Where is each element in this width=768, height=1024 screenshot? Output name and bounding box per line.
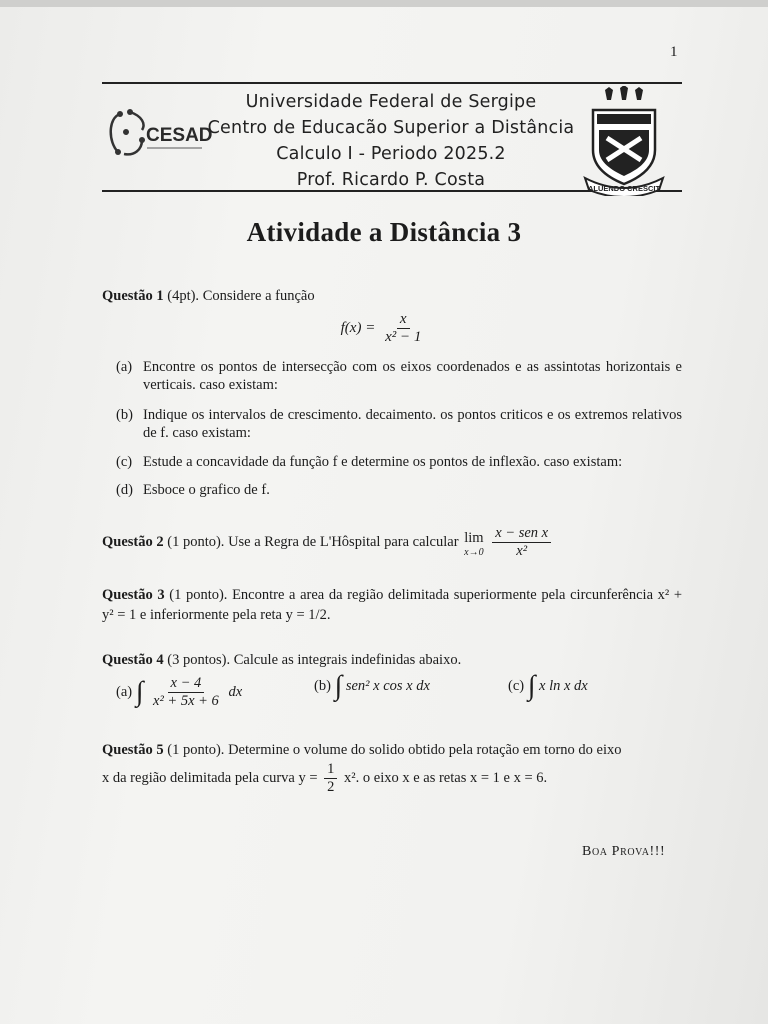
item-text: Encontre os pontos de intersecção com os eixos coordenados e as assintotas horizontais e verticais. caso existam: [143, 359, 682, 393]
limit-operator: lim [464, 529, 484, 546]
question-3 [102, 585, 682, 625]
question-5-label: Questão 5 [102, 742, 164, 758]
integral-sign: ∫ [527, 670, 536, 702]
page-number: 1 [670, 44, 678, 60]
question-1-item-a [116, 358, 682, 394]
item-text: Esboce o grafico de f. [143, 482, 270, 498]
question-1-points: (4pt). [167, 288, 200, 304]
question-5-points: (1 ponto). [167, 742, 225, 758]
question-5 [102, 740, 682, 760]
question-4-points: (3 pontos). [167, 652, 231, 668]
question-3-text: Encontre a area da região delimitada superiormente pela circunferência x² + y² = 1 e inferiormente pela reta y = 1/2. [102, 587, 683, 623]
question-1-item-b [116, 406, 682, 442]
question-1-heading [102, 286, 315, 306]
cesad-logo [106, 108, 216, 160]
function-definition [0, 312, 768, 345]
limit-numerator: x − sen x [492, 526, 551, 543]
university-name: Universidade Federal de Sergipe [245, 92, 537, 112]
integral-c-label: (c) [508, 678, 525, 694]
integral-sign: ∫ [135, 676, 144, 708]
question-1-item-c [116, 453, 682, 471]
professor-name: Prof. Ricardo P. Costa [296, 170, 486, 190]
question-4-text: Calcule as integrais indefinidas abaixo. [233, 652, 462, 668]
question-5-line2-post: x². o eixo x e as retas x = 1 e x = 6. [344, 769, 548, 786]
question-4-label: Questão 4 [102, 652, 164, 668]
item-label: (d) [116, 482, 133, 498]
limit-denominator: x² [516, 543, 528, 559]
item-text: Estude a concavidade da função f e determine os pontos de inflexão. caso existam: [143, 454, 623, 470]
function-denominator: x² − 1 [385, 329, 422, 345]
item-label: (c) [116, 454, 133, 470]
paper-edge [0, 0, 768, 7]
question-3-label: Questão 3 [102, 587, 165, 603]
question-5-line1: Determine o volume do solido obtido pela rotação em torno do eixo [228, 742, 622, 758]
function-lhs: f(x) = [340, 319, 376, 336]
fraction-numerator: 1 [324, 762, 337, 779]
integral-c [508, 670, 588, 702]
question-3-points: (1 ponto). [169, 587, 228, 603]
integral-a-denominator: x² + 5x + 6 [153, 693, 219, 709]
item-label: (b) [116, 407, 133, 423]
integral-a-dx: dx [228, 683, 243, 700]
integral-a-label: (a) [116, 683, 133, 700]
integral-b-label: (b) [314, 678, 331, 694]
integral-c-integrand: x ln x dx [539, 678, 588, 694]
cesad-logo-text: CESAD [146, 125, 213, 146]
question-1-label: Questão 1 [102, 288, 164, 304]
closing-remark: Boa Prova!!! [582, 844, 666, 859]
limit-subscript: x→0 [464, 546, 484, 558]
question-1-item-d [116, 481, 682, 499]
ufs-crest-logo [583, 86, 665, 196]
integral-sign: ∫ [334, 670, 343, 702]
function-numerator: x [397, 312, 410, 329]
question-2-label: Questão 2 [102, 533, 164, 550]
question-1-text: Considere a função [202, 288, 315, 304]
course-name: Calculo I - Periodo 2025.2 [276, 144, 506, 164]
header-block [206, 89, 576, 193]
question-5-line2-pre: x da região delimitada pela curva y = [102, 769, 318, 786]
question-2-points: (1 ponto). [167, 533, 225, 550]
item-label: (a) [116, 359, 133, 375]
fraction-denominator: 2 [327, 779, 335, 795]
question-2-text: Use a Regra de L'Hôspital para calcular [228, 533, 459, 550]
integral-b-integrand: sen² x cos x dx [345, 678, 430, 694]
integral-b [314, 670, 430, 702]
center-name: Centro de Educacão Superior a Distância [207, 118, 575, 138]
integral-a [116, 676, 242, 709]
question-5-line-2 [102, 762, 547, 795]
document-title: Atividade a Distância 3 [246, 217, 522, 247]
item-text: Indique os intervalos de crescimento. decaimento. os pontos criticos e os extremos relativos de f. caso existam: [143, 407, 682, 441]
question-2 [102, 526, 554, 559]
crest-motto: ALUENDO CRESCIT [587, 184, 661, 193]
question-4-heading [102, 650, 461, 670]
integral-a-numerator: x − 4 [168, 676, 205, 693]
header-top-rule [102, 82, 682, 84]
